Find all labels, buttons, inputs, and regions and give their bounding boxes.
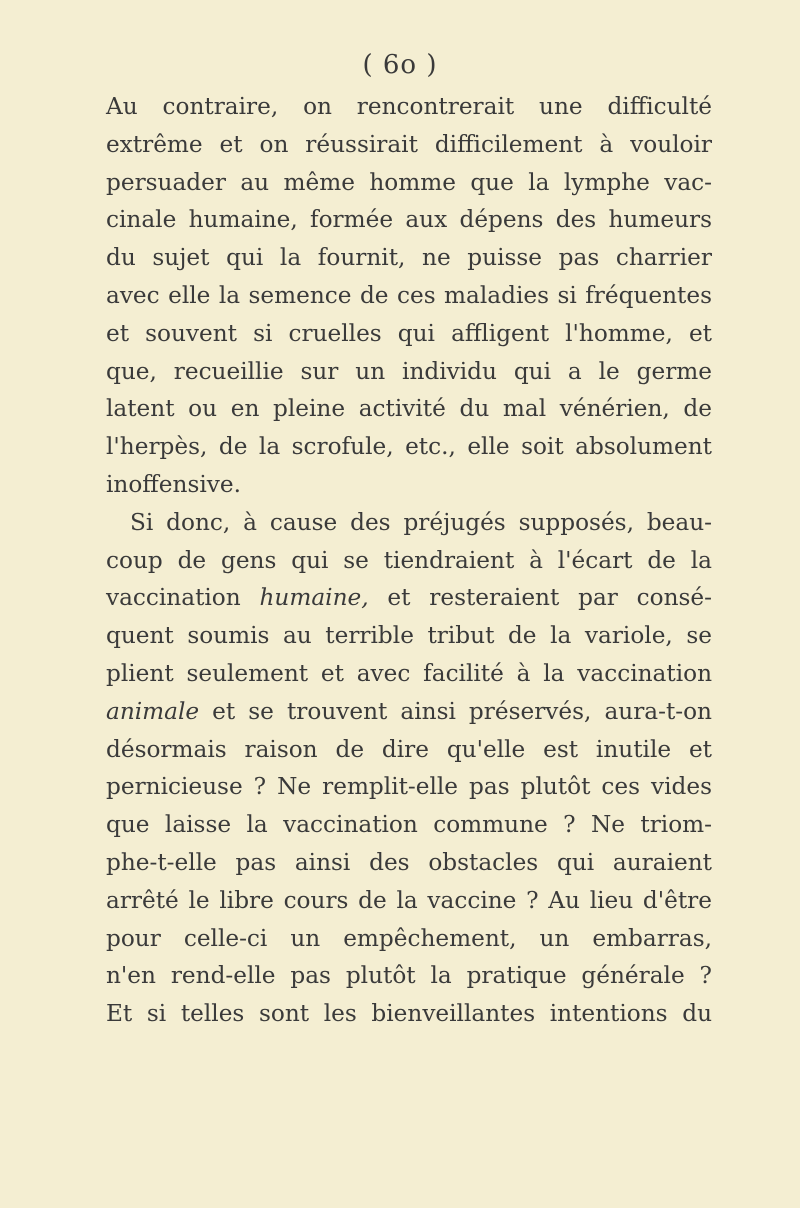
italic-text: animale [106,697,200,725]
text-line [106,731,712,769]
text-line [106,390,712,428]
text-segment: phe-t-elle pas ainsi des obstacles qui auraient [106,848,712,876]
text-segment: quent soumis au terrible tribut de la variole, se [106,622,712,650]
text-line [106,693,712,731]
text-line [106,126,712,164]
text-line [106,353,712,391]
body-text [106,88,712,1033]
text-line [106,428,712,466]
text-line [106,655,712,693]
text-segment: avec elle la semence de ces maladies si fréquentes [106,281,712,309]
text-segment: cinale humaine, formée aux dépens des humeurs [106,206,712,234]
text-line [106,239,712,277]
text-segment: n'en rend-elle pas plutôt la pratique générale ? [106,962,712,990]
text-line [106,277,712,315]
text-line [106,88,712,126]
text-segment: Et si telles sont les bienveillantes intentions du [106,1000,712,1028]
text-line [106,806,712,844]
text-line [106,768,712,806]
text-segment: coup de gens qui se tiendraient à l'écart de la [106,546,712,574]
text-line [106,164,712,202]
text-segment: et se trouvent ainsi préservés, aura-t-on [199,697,712,725]
text-segment: plient seulement et avec facilité à la vaccination [106,659,712,687]
text-line [106,504,712,542]
text-segment: extrême et on réussirait difficilement à vouloir [106,130,712,158]
text-segment: que, recueillie sur un individu qui a le germe [106,357,712,385]
text-segment: pour celle-ci un empêchement, un embarras, [106,924,712,952]
text-segment: et resteraient par consé- [368,584,712,612]
text-line [106,882,712,920]
text-line [106,844,712,882]
text-line [106,957,712,995]
text-segment: désormais raison de dire qu'elle est inutile et [106,735,712,763]
text-segment: Si donc, à cause des préjugés supposés, beau- [130,508,712,536]
text-segment: latent ou en pleine activité du mal vénérien, de [106,395,712,423]
text-segment: du sujet qui la fournit, ne puisse pas charrier [106,244,712,272]
text-segment: que laisse la vaccination commune ? Ne triom- [106,811,712,839]
text-segment: l'herpès, de la scrofule, etc., elle soit absolument [106,433,712,461]
text-segment: et souvent si cruelles qui affligent l'homme, et [106,319,712,347]
text-line [106,995,712,1033]
text-segment: pernicieuse ? Ne remplit-elle pas plutôt ces vides [106,773,712,801]
italic-text: humaine, [259,584,369,612]
text-segment: persuader au même homme que la lymphe vac- [106,168,712,196]
page-number: ( 6o ) [362,50,438,80]
text-line [106,315,712,353]
text-segment: vaccination [106,584,260,612]
text-line [106,201,712,239]
text-segment: inoffensive. [106,470,241,498]
text-segment: arrêté le libre cours de la vaccine ? Au lieu d'être [106,886,712,914]
text-line [106,617,712,655]
text-line [106,542,712,580]
text-line [106,920,712,958]
text-line [106,579,712,617]
text-line [106,466,712,504]
text-segment: Au contraire, on rencontrerait une difficulté [106,93,712,120]
